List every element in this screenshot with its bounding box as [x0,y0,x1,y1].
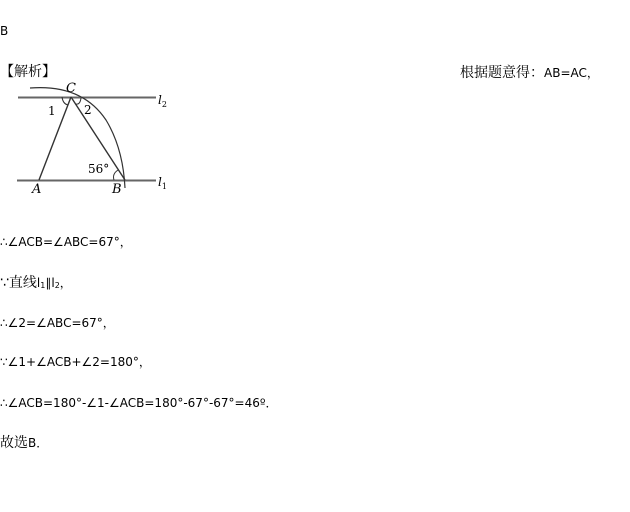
angle-56-arc [114,170,119,180]
step-2-prefix: ∵直线 [0,275,37,291]
label-line-l2: $l_2$ [158,93,167,109]
analysis-given-equation: AB=AC， [544,66,599,80]
label-point-a: A [32,182,42,197]
answer-letter: B [0,24,9,38]
analysis-given [460,62,599,82]
label-angle-56: 56° [88,162,110,176]
step-2-l1: l [36,276,41,290]
step-3: ∴∠2=∠ABC=67°， [0,316,115,330]
label-line-l1: $l_1$ [158,175,167,191]
step-2-end: ， [59,276,72,290]
analysis-given-prefix: 根据题意得： [460,65,544,81]
label-point-c: C [66,81,76,96]
conclusion-end: ． [36,436,49,450]
label-point-b: B [112,182,122,197]
step-2 [0,272,72,292]
step-5: ∴∠ACB=180°-∠1-∠ACB=180°-67°-67°=46º． [0,396,278,410]
step-2-sub2: 2 [54,281,60,290]
step-1: ∴∠ACB=∠ABC=67°， [0,235,132,249]
step-2-sub1: 1 [40,281,46,290]
arc-from-a [30,88,125,188]
label-angle-2: 2 [84,103,92,117]
conclusion-prefix: 故选 [0,435,28,451]
conclusion [0,432,48,452]
step-4: ∵∠1+∠ACB+∠2=180°， [0,355,151,369]
geometry-figure [10,80,190,200]
label-angle-1: 1 [48,104,56,118]
conclusion-letter: B [28,436,37,450]
step-2-parallel: ∥l [45,276,55,290]
angle-2-arc [76,98,81,104]
analysis-heading: 【解析】 [0,64,56,80]
